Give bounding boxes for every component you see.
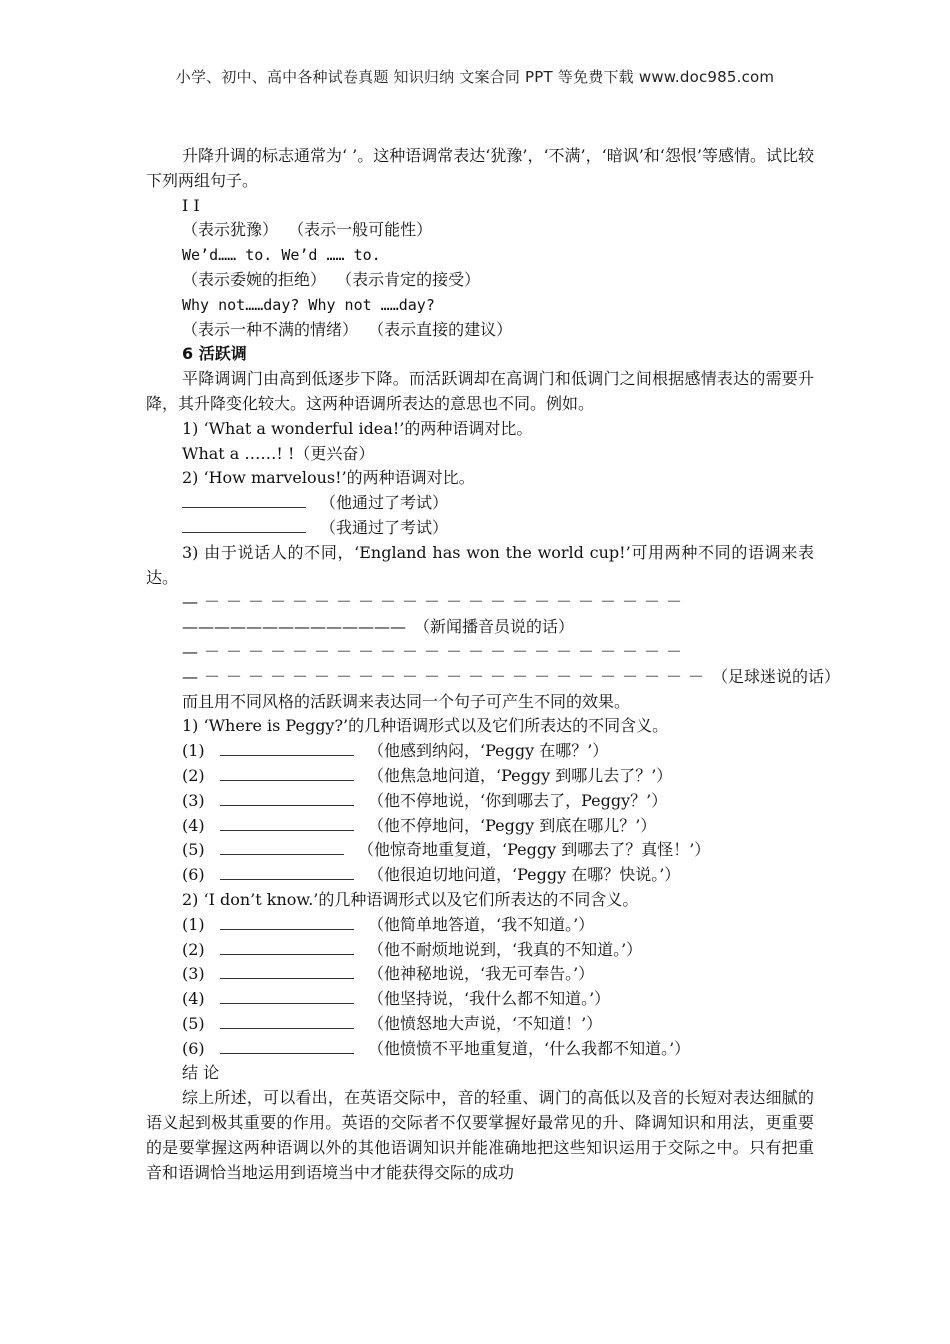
- dash-line-4-label: （足球迷说的话）: [712, 666, 841, 686]
- answer-blank: [220, 915, 354, 930]
- answer-blank: [220, 766, 354, 781]
- answer-blank: [220, 741, 354, 756]
- paragraph-england: 3) 由于说话人的不同，‘England has won the world cup!’可用两种不同的语调来表达。: [146, 542, 814, 587]
- dontknow-title: 2) ‘I don’t know.’的几种语调形式以及它们所表达的不同含义。: [182, 889, 639, 909]
- line-ii: I I: [182, 195, 200, 215]
- item-number: (2): [182, 765, 205, 785]
- peggy-item: [146, 739, 814, 764]
- item-number: (2): [182, 939, 205, 959]
- item-number: (3): [182, 790, 205, 810]
- answer-blank: [220, 964, 354, 979]
- item-number: (4): [182, 815, 205, 835]
- marvelous-label-2: （我通过了考试）: [320, 517, 449, 537]
- item-number: (4): [182, 989, 205, 1009]
- item-text: （他坚持说，‘我什么都不知道。’）: [368, 989, 611, 1009]
- example-marvelous: 2) ‘How marvelous!’的两种语调对比。: [182, 468, 475, 488]
- item-text: （他感到纳闷，‘Peggy 在哪？’）: [368, 741, 609, 761]
- dontknow-item: [146, 1012, 814, 1037]
- peggy-item: [146, 814, 814, 839]
- dash-line-2: [146, 615, 814, 640]
- answer-blank: [182, 518, 306, 533]
- peggy-item: [146, 863, 814, 888]
- answer-blank: [220, 1039, 354, 1054]
- answer-blank: [220, 816, 354, 831]
- answer-blank: [220, 989, 354, 1004]
- answer-blank: [220, 940, 354, 955]
- example-wonderful-a: What a ……! !（更兴奋）: [182, 443, 375, 463]
- item-number: (5): [182, 1013, 205, 1033]
- line-example-3: （表示委婉的拒绝） （表示肯定的接受）: [182, 269, 481, 289]
- item-number: (6): [182, 865, 205, 885]
- answer-blank: [182, 493, 306, 508]
- paragraph-styles: 而且用不同风格的活跃调来表达同一个句子可产生不同的效果。: [182, 691, 631, 711]
- section-heading-6: 6 活跃调: [182, 344, 247, 364]
- dash-line-2-label: （新闻播音员说的话）: [414, 617, 575, 637]
- item-text: （他不停地问，‘Peggy 到底在哪儿？’）: [368, 815, 657, 835]
- answer-blank: [220, 865, 354, 880]
- item-text: （他不停地说，‘你到哪去了，Peggy？’）: [368, 790, 668, 810]
- marvelous-line-1: [146, 491, 814, 516]
- item-text: （他焦急地问道，‘Peggy 到哪儿去了？’）: [368, 765, 673, 785]
- line-example-4: Why not……day? Why not ……day?: [182, 295, 435, 314]
- item-text: （他很迫切地问道，‘Peggy 在哪？快说。’）: [368, 865, 681, 885]
- item-number: (6): [182, 1038, 205, 1058]
- marvelous-label-1: （他通过了考试）: [320, 493, 449, 513]
- item-text: （他神秘地说，‘我无可奉告。’）: [368, 964, 595, 984]
- item-text: （他不耐烦地说到，‘我真的不知道。’）: [368, 939, 643, 959]
- dash-line-4-marks: —－－－－－－－－－－－－－－－－－－－－－－－: [182, 666, 711, 686]
- example-wonderful: 1) ‘What a wonderful idea!’的两种语调对比。: [182, 418, 533, 438]
- item-text: （他愤愤不平地重复道，‘什么我都不知道。’）: [368, 1038, 691, 1058]
- item-number: (1): [182, 741, 205, 761]
- answer-blank: [220, 840, 344, 855]
- item-number: (1): [182, 914, 205, 934]
- dash-line-3: —－－－－－－－－－－－－－－－－－－－－－－: [182, 641, 689, 661]
- peggy-item: [146, 838, 814, 863]
- answer-blank: [220, 1014, 354, 1029]
- dash-line-4: [146, 665, 841, 690]
- page-header: 小学、初中、高中各种试卷真题 知识归纳 文案合同 PPT 等免费下载 www.doc985.com: [175, 68, 775, 86]
- item-text: （他简单地答道，‘我不知道。’）: [368, 914, 595, 934]
- line-example-5: （表示一种不满的情绪） （表示直接的建议）: [182, 319, 513, 339]
- peggy-item: [146, 789, 814, 814]
- peggy-title: 1) ‘Where is Peggy?’的几种语调形式以及它们所表达的不同含义。: [182, 716, 669, 736]
- answer-blank: [220, 791, 354, 806]
- dontknow-item: [146, 987, 814, 1012]
- dontknow-item: [146, 962, 814, 987]
- line-example-1: （表示犹豫） （表示一般可能性）: [182, 220, 433, 240]
- document-body: [146, 144, 841, 1185]
- item-text: （他愤怒地大声说，‘不知道！’）: [368, 1013, 603, 1033]
- conclusion-paragraph: 综上所述，可以看出，在英语交际中，音的轻重、调门的高低以及音的长短对表达细腻的语义起到极其重要的作用。英语的交际者不仅要掌握好最常见的升、降调知识和用法，更重要的是要掌握这两种语调以外的其他语调知识并能准确地把这些知识运用于交际之中。只有把重音和语调恰当地运用到语境当中才能获得交际的成功: [146, 1088, 814, 1182]
- item-text: （他惊奇地重复道，‘Peggy 到哪去了？真怪！’）: [358, 840, 711, 860]
- dash-line-1: —－－－－－－－－－－－－－－－－－－－－－－: [182, 592, 689, 612]
- dontknow-item: [146, 938, 814, 963]
- dontknow-item: [146, 913, 814, 938]
- line-example-2: We’d…… to. We’d …… to.: [182, 246, 381, 265]
- peggy-item: [146, 764, 814, 789]
- item-number: (3): [182, 964, 205, 984]
- item-number: (5): [182, 840, 205, 860]
- marvelous-line-2: [146, 516, 814, 541]
- dontknow-item: [146, 1037, 814, 1062]
- conclusion-heading: 结 论: [182, 1063, 220, 1083]
- paragraph-intro: 升降升调的标志通常为‘ ’。这种语调常表达‘犹豫’，‘不满’，‘暗讽’和‘怨恨’等感情。试比较下列两组句子。: [146, 146, 814, 190]
- dash-line-2-marks: ——————————————: [182, 617, 406, 637]
- paragraph-active-tone: 平降调调门由高到低逐步下降。而活跃调却在高调门和低调门之间根据感情表达的需要升降，其升降变化较大。这两种语调所表达的意思也不同。例如。: [146, 369, 814, 413]
